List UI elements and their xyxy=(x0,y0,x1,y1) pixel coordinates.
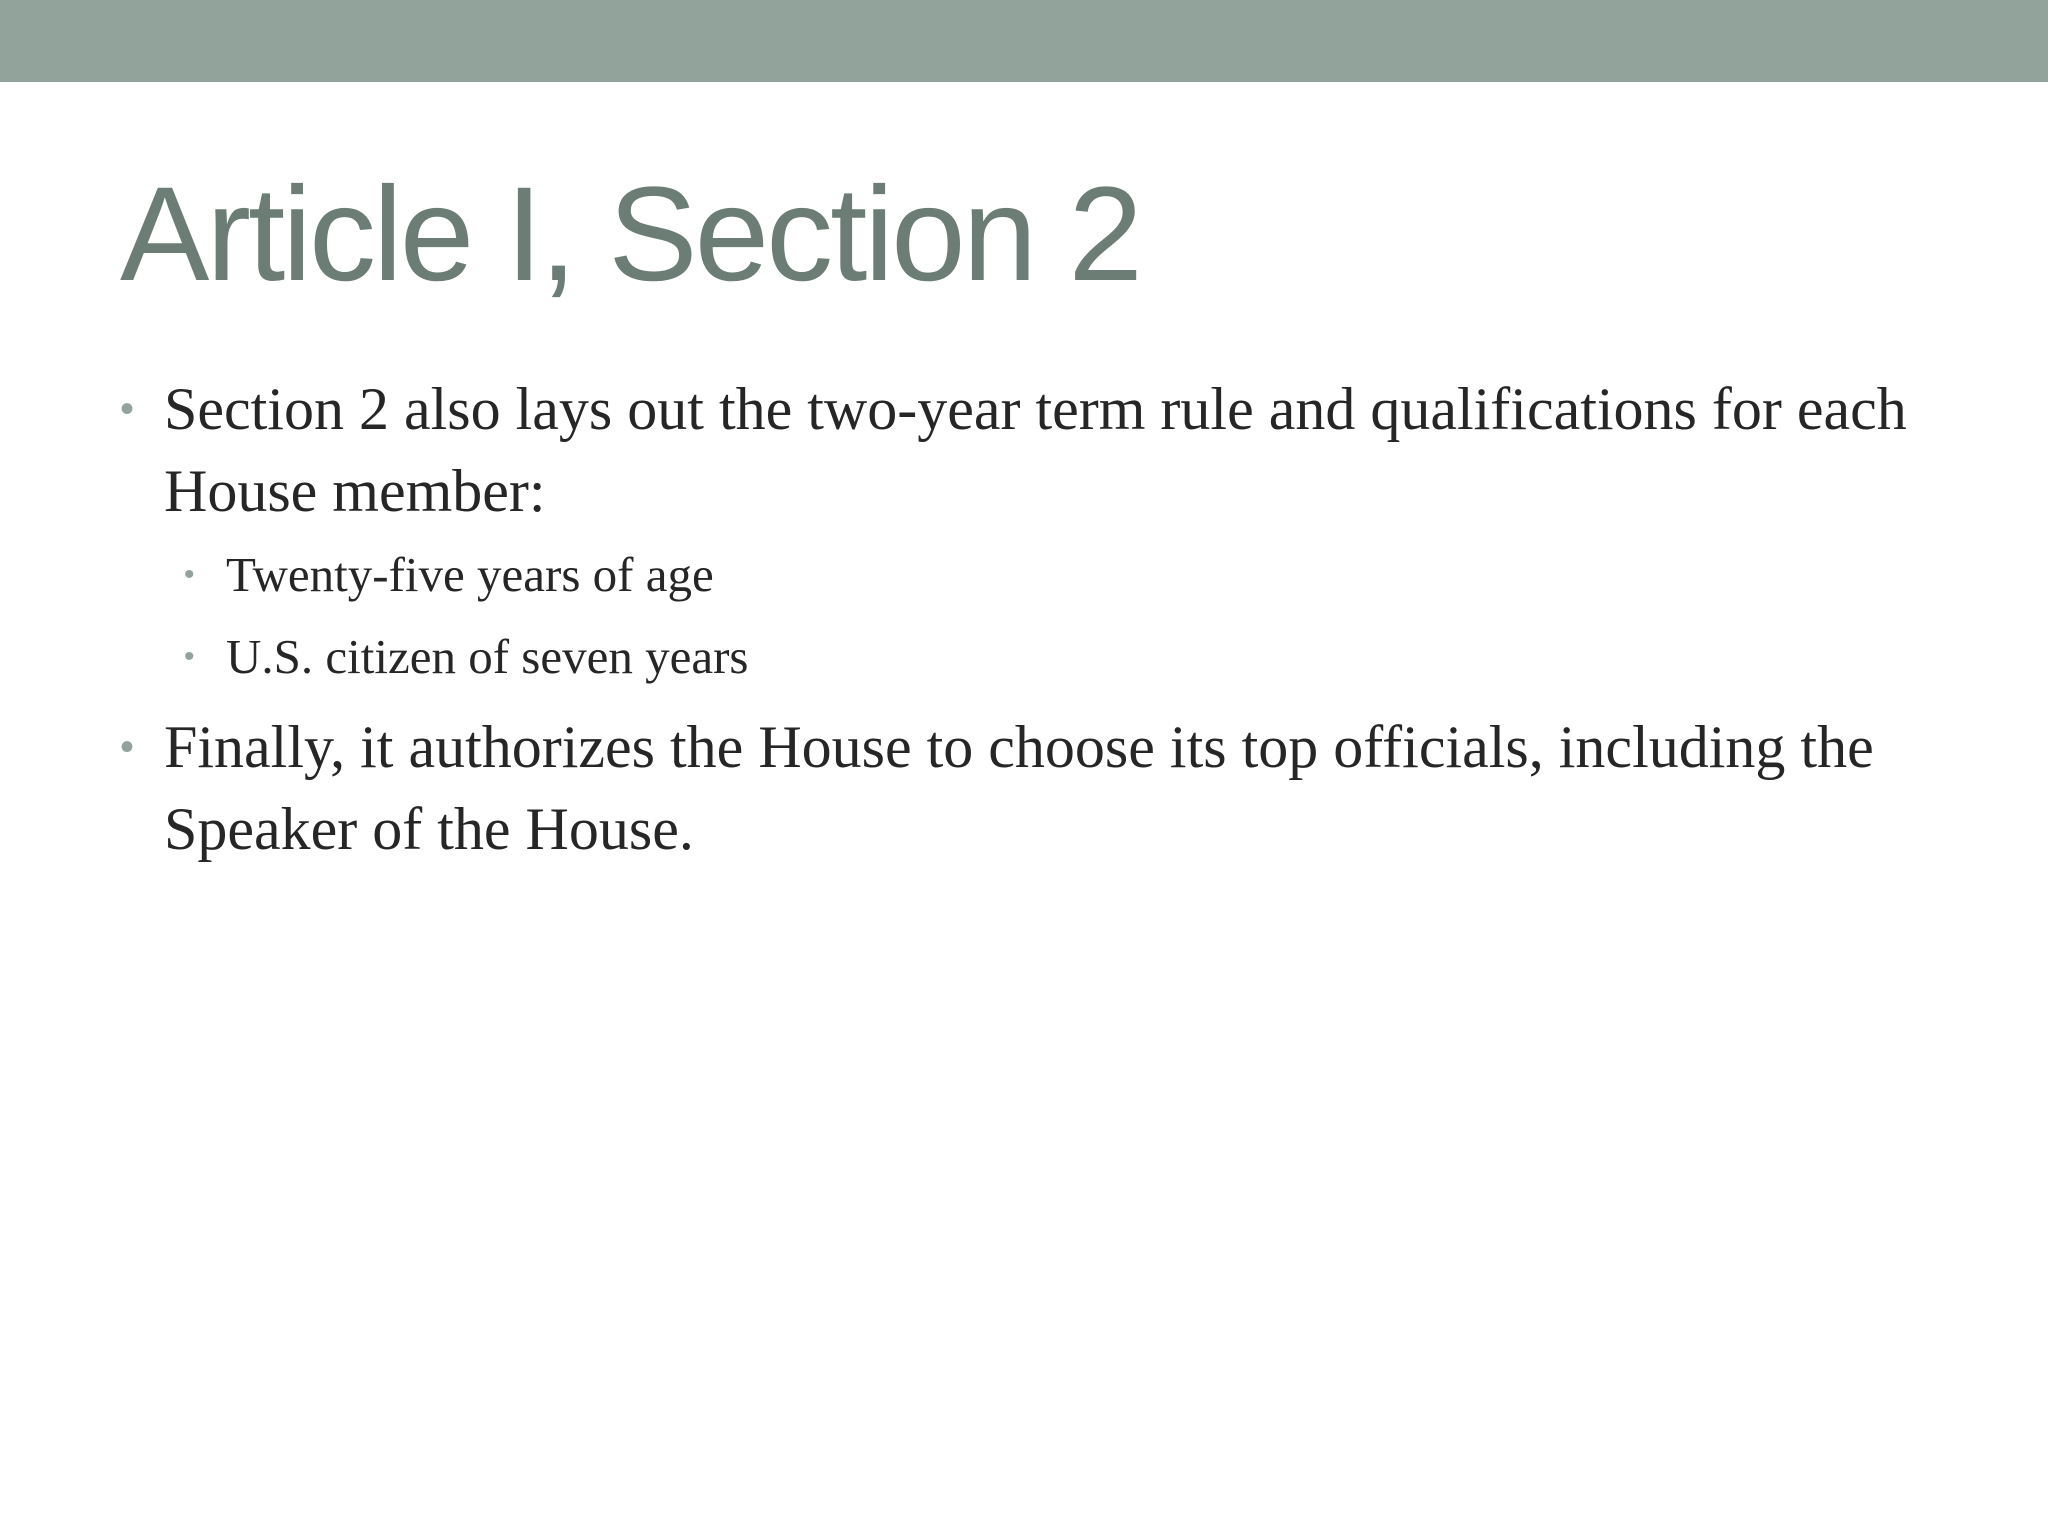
bullet-item-1 xyxy=(120,368,1920,532)
sub-bullet-text: U.S. citizen of seven years xyxy=(226,629,749,684)
sub-bullet-text: Twenty-five years of age xyxy=(226,547,714,602)
sub-bullet-item-1 xyxy=(120,542,1920,608)
sub-bullet-item-2 xyxy=(120,624,1920,690)
bullet-dot-icon: • xyxy=(184,640,195,673)
slide-title: Article I, Section 2 xyxy=(120,160,1140,309)
bullet-dot-icon: • xyxy=(120,387,135,431)
slide-body xyxy=(120,368,1920,880)
bullet-text: Section 2 also lays out the two-year term rule and qualifications for each House member: xyxy=(164,376,1907,524)
top-accent-band xyxy=(0,0,2048,82)
bullet-dot-icon: • xyxy=(120,725,135,769)
bullet-item-2 xyxy=(120,706,1920,870)
bullet-dot-icon: • xyxy=(184,558,195,591)
bullet-text: Finally, it authorizes the House to choose its top officials, including the Speaker of the House. xyxy=(164,714,1874,862)
